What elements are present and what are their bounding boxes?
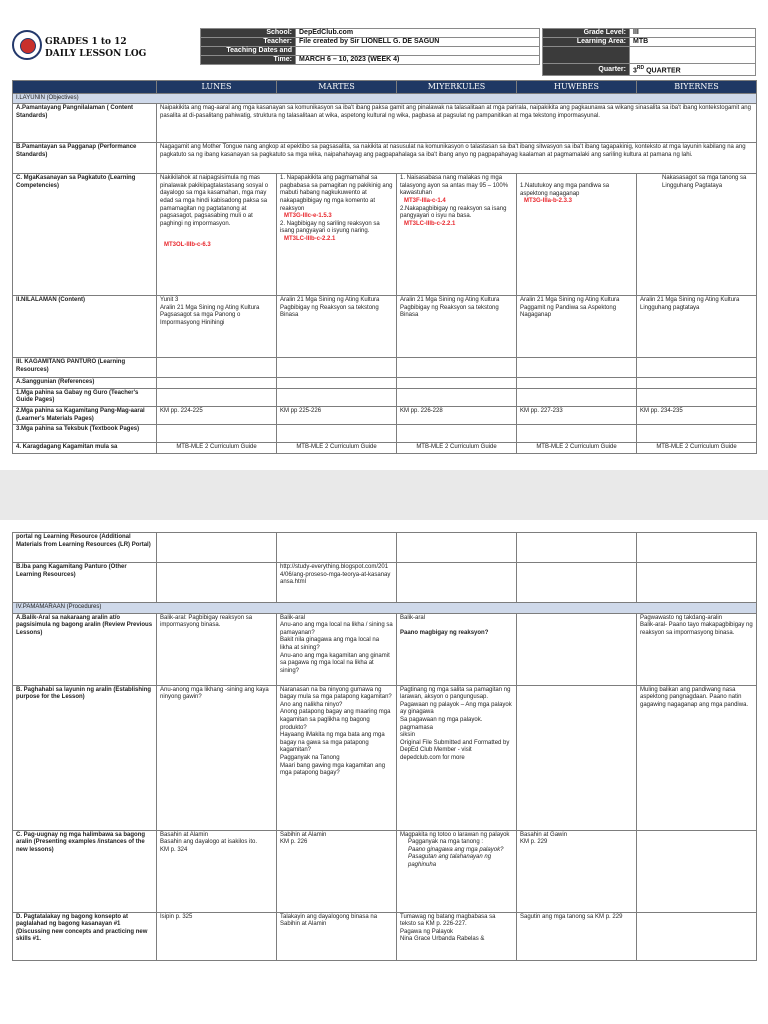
pagtatalakay-lunes: Isipin p. 325 — [157, 912, 277, 960]
kasanayan-martes-code2: MT3LC-IIIb-c-2.2.1 — [284, 235, 336, 242]
day-header-miyerkules: MIYERKULES — [397, 81, 517, 94]
row-iba-pang-kagamitan — [13, 563, 757, 603]
pamamaraan-heading: IV.PAMAMARAAN (Procedures) — [13, 603, 757, 614]
km-pages-miyerkules: KM pp. 226-228 — [397, 406, 517, 424]
school-label: School: — [201, 29, 296, 38]
row-nilalaman — [13, 296, 757, 358]
kasanayan-martes-text: 1. Napapakikita ang pagmamahal sa pagbabasa sa pamagitan ng pakikinig ang mabuti habang nagkukuwento at nakapagbibigay ng mga komento at reaksyon — [280, 175, 393, 212]
balik-aral-miyerkules — [397, 613, 517, 685]
teacher-value: File created by Sir LIONELL G. DE SAGUN — [296, 38, 540, 47]
school-info-table — [200, 28, 540, 65]
km-pages-biyernes: KM pp. 234-235 — [637, 406, 757, 424]
portal-lunes — [157, 533, 277, 563]
row-paghahabi — [13, 685, 757, 830]
iba-label: B.Iba pang Kagamitang Panturo (Other Learning Resources) — [13, 563, 157, 603]
kasanayan-label: C. MgaKasanayan sa Pagkatuto (Learning Competencies) — [13, 174, 157, 296]
day-header-martes: MARTES — [277, 81, 397, 94]
sanggunian-biyernes — [637, 378, 757, 389]
lesson-log-table-page-2 — [12, 532, 757, 961]
pagtatalakay-biyernes — [637, 912, 757, 960]
km-pages-huwebes: KM pp. 227-233 — [517, 406, 637, 424]
kasanayan-huwebes — [517, 174, 637, 296]
title-line-1: GRADES 1 to 12 — [45, 37, 127, 47]
km-pages-martes: KM pp 225-226 — [277, 406, 397, 424]
quarter-value — [630, 64, 756, 76]
grade-value: III — [630, 29, 756, 38]
title-line-2: DAILY LESSON LOG — [45, 49, 147, 59]
deped-seal-icon — [12, 30, 42, 60]
day-header-huwebes: HUWEBES — [517, 81, 637, 94]
day-header-biyernes: BIYERNES — [637, 81, 757, 94]
kasanayan-miyerkules-code2: MT3LC-IIIb-c-2.2.1 — [404, 220, 456, 227]
paghahabi-miyerkules: Pagtinang ng mga salita sa pamagitan ng larawan, aksyon o pangungusap. Pagawaan ng palayok – Ang mga palayok ay ginagawa Sa pagawaan ng mga palayok. pagmamasa siksin Original File Submitted and Formatted by DepEd Club Member - visit depedclub.com for more — [397, 685, 517, 830]
row-kagamitang-panturo — [13, 358, 757, 378]
row-portal — [13, 533, 757, 563]
pag-uugnay-miyerkules-item-2: Pasagutan ang talahanayan ng paghinuha — [408, 854, 492, 868]
pag-uugnay-miyerkules-text: Magpakita ng totoo o larawan ng palayok — [400, 831, 510, 838]
pagtatalakay-label: D. Pagtatalakay ng bagong konsepto at paglalahad ng bagong kasanayan #1 (Discussing new concepts and practicing new skills #1. — [13, 912, 157, 960]
pag-uugnay-miyerkules-question: Pagganyak na mga tanong : — [408, 839, 484, 846]
pagtatalakay-huwebes: Sagutin ang mga tanong sa KM p. 229 — [517, 912, 637, 960]
lesson-log-table-page-1 — [12, 80, 757, 454]
row-karagdagang — [13, 443, 757, 454]
layunin-heading: I.LAYUNIN (Objectives) — [13, 93, 757, 104]
pag-uugnay-lunes: Basahin at Alamin Basahin ang dayalogo at isakilos ito. KM p. 324 — [157, 830, 277, 912]
karagdagang-biyernes: MTB-MLE 2 Curriculum Guide — [637, 443, 757, 454]
quarter-word: QUARTER — [644, 67, 681, 75]
kasanayan-huwebes-code: MT3G-IIIa-b-2.3.3 — [524, 198, 573, 205]
grade-label: Grade Level: — [543, 29, 630, 38]
row-gabay-guro — [13, 388, 757, 406]
section-pamamaraan — [13, 603, 757, 614]
pagganap-text: Nagagamit ang Mother Tongue nang angkop at epektibo sa pagsasalita, sa nakikita at nasusulat na komunikasyon o talastasan sa iba't ibang sitwasyon sa iba't ibang tagapakinig, konteksto at mga layunin kabilang na ang pagkatuto sa ng ibang kasanayan sa pagkatuto sa mga wika, naipahahayag ang pagpapahalaga sa iba't ibang anyo ng pagpapahayag kaalaman at pagmamalaki ang sariling kultura at pamana ng lahi. — [157, 143, 757, 174]
document-page-1 — [0, 0, 768, 470]
kasanayan-lunes-code: MT3OL-IIIb-c-6.3 — [164, 242, 211, 249]
nilalaman-lunes: Yunit 3 Aralin 21 Mga Sining ng Ating Kultura Pagsasagot sa mga Panong o Impormasyong Hinihingi — [157, 296, 277, 358]
iba-lunes — [157, 563, 277, 603]
kagamitan-biyernes — [637, 358, 757, 378]
teksbuk-miyerkules — [397, 425, 517, 443]
iba-biyernes — [637, 563, 757, 603]
iba-miyerkules — [397, 563, 517, 603]
quarter-label: Quarter: — [543, 64, 630, 76]
kagamitan-lunes — [157, 358, 277, 378]
iba-martes-link[interactable]: http://study-everything.blogspot.com/2014/06/ang-proseso-mga-teorya-at-kasanayansa.html — [277, 563, 397, 603]
header — [12, 26, 756, 75]
area-label: Learning Area: — [543, 38, 630, 47]
pagtatalakay-martes: Talakayin ang dayalogong binasa na Sabihin at Alamin — [277, 912, 397, 960]
pagtatalakay-miyerkules: Tumawag ng batang magbabasa sa teksto sa KM p. 226-227. Pagawa ng Palayok Nina Grace Urbanda Rabelas & — [397, 912, 517, 960]
day-header-lunes: LUNES — [157, 81, 277, 94]
nilalaman-miyerkules: Aralin 21 Mga Sining ng Ating Kultura Pagbibigay ng Reaksyon sa tekstong Binasa — [397, 296, 517, 358]
time-label: Time: — [201, 56, 296, 65]
kagamitan-miyerkules — [397, 358, 517, 378]
karagdagang-label: 4. Karagdagang Kagamitan mula sa — [13, 443, 157, 454]
pagganap-label: B.Pamantayan sa Pagganap (Performance Standards) — [13, 143, 157, 174]
row-pag-uugnay — [13, 830, 757, 912]
nilalaman-label: II.NILALAMAN (Content) — [13, 296, 157, 358]
kasanayan-biyernes-text: Nakasasagot sa mga tanong sa Lingguhang Pagtataya — [662, 175, 747, 189]
pag-uugnay-miyerkules — [397, 830, 517, 912]
dates-value: MARCH 6 – 10, 2023 (WEEK 4) — [296, 56, 540, 65]
log-title — [45, 36, 146, 60]
pamantayang-label: A.Pamantayang Pangnilalaman ( Content Standards) — [13, 104, 157, 143]
nilalaman-huwebes: Aralin 21 Mga Sining ng Ating Kultura Paggamit ng Pandiwa sa Aspektong Nagaganap — [517, 296, 637, 358]
karagdagang-miyerkules: MTB-MLE 2 Curriculum Guide — [397, 443, 517, 454]
iba-huwebes — [517, 563, 637, 603]
balik-aral-label: A.Balik-Aral sa nakaraang aralin at/o pagsisimula ng bagong aralin (Review Previous Lessons) — [13, 613, 157, 685]
kasanayan-miyerkules-text: 1. Naisasabasa nang malakas ng mga talasyong ayon sa antas may 95 – 100% kawastuhan — [400, 175, 509, 197]
gabay-label: 1.Mga pahina sa Gabay ng Guro (Teacher's Guide Pages) — [13, 388, 157, 406]
portal-label: portal ng Learning Resource (Additional Materials from Learning Resources (LR) Portal) — [13, 533, 157, 563]
area-value: MTB — [630, 38, 756, 47]
sanggunian-miyerkules — [397, 378, 517, 389]
day-header-blank — [13, 81, 157, 94]
pag-uugnay-martes: Sabihin at Alamin KM p. 226 — [277, 830, 397, 912]
sanggunian-huwebes — [517, 378, 637, 389]
kagamitan-label: III. KAGAMITANG PANTURO (Learning Resources) — [13, 358, 157, 378]
kasanayan-martes-text2: 2. Nagbibigay ng sariling reaksyon sa isang pangyayari o isyung naring. — [280, 220, 380, 235]
balik-aral-martes: Balik-aral Anu-ano ang mga local na likha / sining sa pamayanan? Bakit nila ginagawa ang mga local na likha at sining? Anu-ano ang mga kagamitan ang ginamit sa pagawa ng mga local na likha at sining? — [277, 613, 397, 685]
blank-label — [543, 47, 630, 64]
sanggunian-label: A.Sanggunian (References) — [13, 378, 157, 389]
gabay-biyernes — [637, 388, 757, 406]
portal-miyerkules — [397, 533, 517, 563]
kasanayan-huwebes-text: 1.Natutukoy ang mga pandiwa sa aspektong nagaganap — [520, 183, 610, 197]
balik-aral-biyernes: Pagwawasto ng takdang-aralin Balik-aral- Paano tayo makapagbibigay ng reaksyon sa impormasyong binasa. — [637, 613, 757, 685]
pamantayang-text: Naipakikita ang mag-aaral ang mga kasanayan sa komunikasyon sa iba't ibang paksa gamit ang pinalawak na talasalitaan at mga parirala, naipakikita ang pagkaunawa sa wikang sinasalita sa iba't ibang kontekstogamit ang pasalita at di-pasalitang pahiwatig, struktura ng talasalitaan at wika, aspetong kultural ng wika, pagbasa at pagsulat ng pampanitikan at mga tekstong impormasyunal. — [157, 104, 757, 143]
portal-huwebes — [517, 533, 637, 563]
row-sanggunian — [13, 378, 757, 389]
kasanayan-miyerkules — [397, 174, 517, 296]
pag-uugnay-huwebes: Basahin at Gawin KM p. 229 — [517, 830, 637, 912]
kasanayan-biyernes — [637, 174, 757, 296]
kasanayan-martes-code: MT3G-IIIc-e-1.5.3 — [284, 213, 332, 220]
balik-aral-huwebes — [517, 613, 637, 685]
paghahabi-huwebes — [517, 685, 637, 830]
karagdagang-lunes: MTB-MLE 2 Curriculum Guide — [157, 443, 277, 454]
gabay-lunes — [157, 388, 277, 406]
row-teksbuk — [13, 425, 757, 443]
row-balik-aral — [13, 613, 757, 685]
pag-uugnay-biyernes — [637, 830, 757, 912]
paghahabi-biyernes: Muling balikan ang pandiwang nasa aspektong pangnagdaan. Paano natin gagawing nagaganap ang mga pandiwa. — [637, 685, 757, 830]
gabay-martes — [277, 388, 397, 406]
quarter-number: 3 — [633, 67, 637, 75]
teksbuk-huwebes — [517, 425, 637, 443]
paghahabi-label: B. Paghahabi sa layunin ng aralin (Establishing purpose for the Lesson) — [13, 685, 157, 830]
pag-uugnay-miyerkules-item-1: Paano ginagawa ang mga palayok? — [408, 846, 504, 853]
nilalaman-martes: Aralin 21 Mga Sining ng Ating Kultura Pagbibigay ng Reaksyon sa tekstong Binasa — [277, 296, 397, 358]
paghahabi-lunes: Anu-anong mga likhang -sining ang kaya ninyong gawin? — [157, 685, 277, 830]
balik-aral-lunes: Balik-aral: Pagbibigay reaksyon sa impormasyong binasa. — [157, 613, 277, 685]
teksbuk-martes — [277, 425, 397, 443]
teksbuk-label: 3.Mga pahina sa Teksbuk (Textbook Pages) — [13, 425, 157, 443]
teacher-label: Teacher: — [201, 38, 296, 47]
kasanayan-lunes-text: Nakikilahok at naipagsisimula ng mas pinalawak pakikipagtalastasang sosyal o dayalogo sa mga kasamahan, mga may edad sa mga hindi kabisadong paksa sa pamamagitan ng pagtatanong at pagsasagot, pagsasabing muli o at paghingi ng impormasyon. — [160, 175, 269, 227]
document-page-2 — [0, 520, 768, 1024]
nilalaman-biyernes: Aralin 21 Mga Sining ng Ating Kultura Lingguhang pagtataya — [637, 296, 757, 358]
row-pamantayan-pagganap — [13, 143, 757, 174]
karagdagang-huwebes: MTB-MLE 2 Curriculum Guide — [517, 443, 637, 454]
row-pamantayang-pangnilalaman — [13, 104, 757, 143]
balik-aral-miyerkules-question: Paano magbigay ng reaksyon? — [400, 630, 489, 637]
row-kasanayan — [13, 174, 757, 296]
blank-value — [630, 47, 756, 64]
gabay-huwebes — [517, 388, 637, 406]
row-kagamitang-mag-aaral — [13, 406, 757, 424]
kasanayan-lunes — [157, 174, 277, 296]
school-value: DepEdClub.com — [296, 29, 540, 38]
section-layunin — [13, 93, 757, 104]
kagamitan-martes — [277, 358, 397, 378]
karagdagang-martes: MTB-MLE 2 Curriculum Guide — [277, 443, 397, 454]
row-pagtatalakay — [13, 912, 757, 960]
kasanayan-miyerkules-text2: 2.Nakapagbibigay ng reaksyon sa isang pangyayari o isyu na basa. — [400, 205, 507, 220]
portal-biyernes — [637, 533, 757, 563]
paghahabi-martes: Naranasan na ba ninyong gumawa ng bagay mula sa mga patapong kagamitan? Ano ang nalikha ninyo? Anong patapong bagay ang maaring mga kagamitan sa paglikha ng bagong produkto? Hayaang iMakita ng mga bata ang mga bagay na gawa sa mga patapong kagamitan? Pagganyak na Tanong Maari bang gawing mga kagamitan ang mga patapong bagay? — [277, 685, 397, 830]
balik-aral-miyerkules-text: Balik-aral — [400, 614, 426, 621]
sanggunian-martes — [277, 378, 397, 389]
dates-label: Teaching Dates and — [201, 47, 296, 56]
portal-martes — [277, 533, 397, 563]
pag-uugnay-label: C. Pag-uugnay ng mga halimbawa sa bagong aralin (Presenting examples /instances of the new lessons) — [13, 830, 157, 912]
gabay-miyerkules — [397, 388, 517, 406]
kasanayan-martes — [277, 174, 397, 296]
quarter-superscript: RD — [636, 65, 645, 71]
kagamitan-mag-aaral-label: 2.Mga pahina sa Kagamitang Pang-Mag-aaral (Learner's Materials Pages) — [13, 406, 157, 424]
class-info-table — [542, 28, 756, 76]
dates-spacer — [296, 47, 540, 56]
km-pages-lunes: KM pp. 224-225 — [157, 406, 277, 424]
teksbuk-lunes — [157, 425, 277, 443]
sanggunian-lunes — [157, 378, 277, 389]
teksbuk-biyernes — [637, 425, 757, 443]
kasanayan-miyerkules-code: MT3F-IIIa-c-1.4 — [404, 197, 446, 204]
kagamitan-huwebes — [517, 358, 637, 378]
